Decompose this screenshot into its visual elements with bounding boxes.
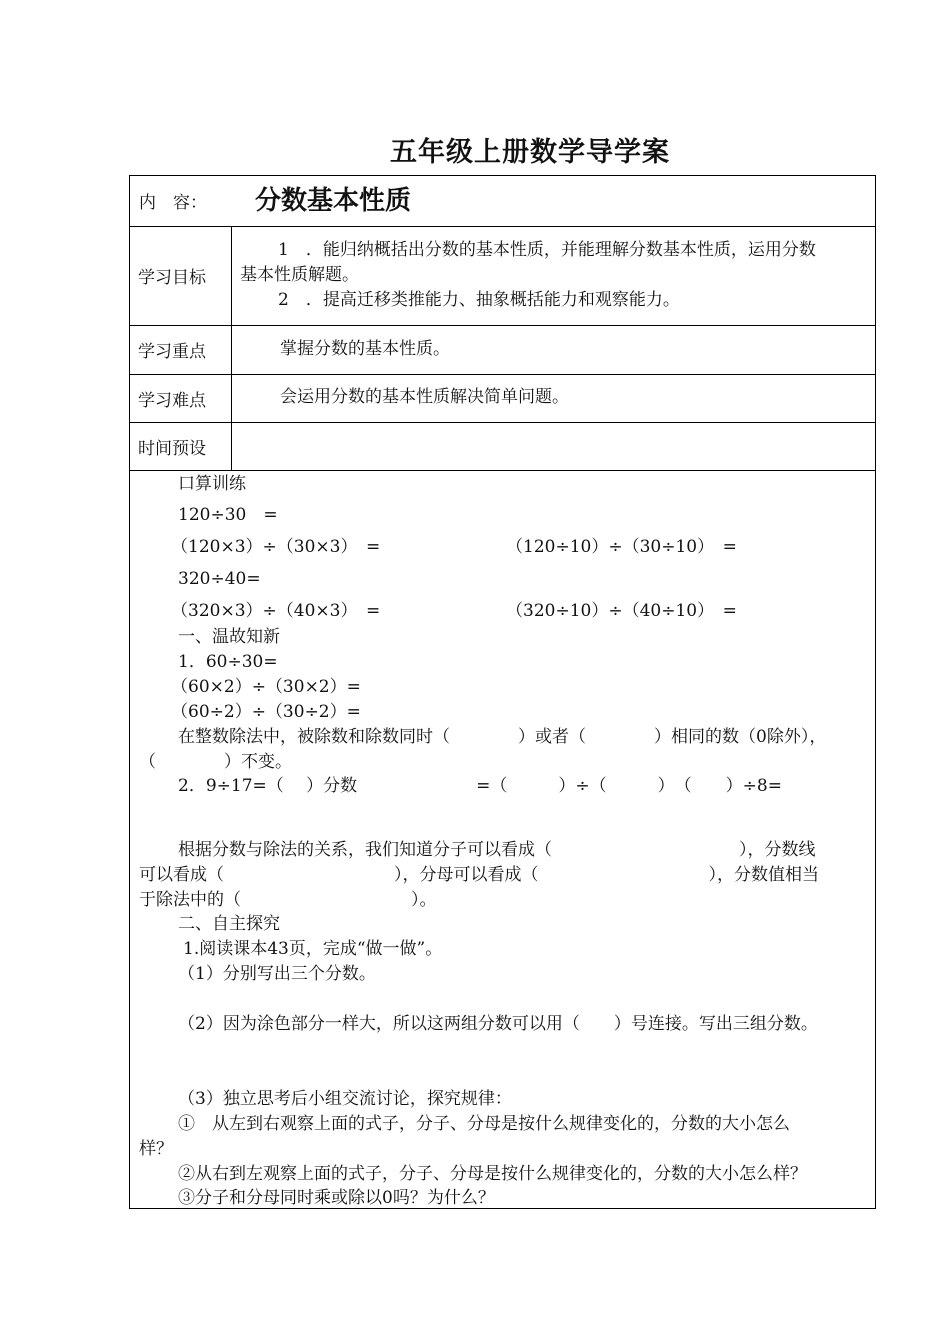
time-label: 时间预设 [130,422,232,470]
lesson-topic: 分数基本性质 [255,186,412,216]
s2-item-1c: （3）独立思考后小组交流讨论，探究规律： [178,1089,512,1109]
question-3: ③分子和分母同时乘或除以0吗？为什么？ [178,1188,495,1208]
s1-q1c: （60÷2）÷（30÷2）= [171,702,361,722]
s1-q1: 1．60÷30= [178,652,278,672]
objectives-content [232,226,875,325]
difficulty-content [232,374,875,422]
relation-2: 可以看成（ ），分母可以看成（ ），分数值相当 [139,865,819,885]
oral-2b: （120÷10）÷（30÷10） = [506,537,737,557]
row-content [130,176,875,227]
relation-1: 根据分数与除法的关系，我们知道分子可以看成（ ），分数线 [178,840,816,860]
s1-fill-1: 在整数除法中，被除数和除数同时（ ）或者（ ）相同的数（0除外）， [178,727,827,747]
question-1b: 样？ [139,1139,173,1159]
content-label: 内 容： [139,193,207,213]
s2-item-1: 1.阅读课本43页，完成“做一做”。 [183,939,443,959]
s1-fill-2: （ ）不变。 [139,752,292,772]
oral-1: 120÷30 = [178,505,278,525]
lesson-table [129,175,876,1209]
row-time [130,422,875,471]
objective-1-cont: 基本性质解题。 [240,265,359,285]
difficulty-text: 会运用分数的基本性质解决简单问题。 [280,387,569,407]
oral-4b: （320÷10）÷（40÷10） = [506,601,737,621]
s2-item-1a: （1）分别写出三个分数。 [178,964,376,984]
worksheet-body [130,470,875,1208]
relation-3: 于除法中的（ ）。 [139,890,437,910]
s1-q2: 2．9÷17=（ ）分数 =（ ）÷（ ） （ ）÷8= [178,776,782,796]
difficulty-label: 学习难点 [130,374,232,422]
section-1-title: 一、温故知新 [178,627,280,647]
row-focus [130,325,875,375]
oral-2a: （120×3）÷（30×3） = [171,537,381,557]
oral-4a: （320×3）÷（40×3） = [171,601,381,621]
question-1a: ① 从左到右观察上面的式子，分子、分母是按什么规律变化的，分数的大小怎么 [178,1114,790,1134]
focus-text: 掌握分数的基本性质。 [280,339,450,359]
focus-label: 学习重点 [130,325,232,374]
question-2: ②从右到左观察上面的式子，分子、分母是按什么规律变化的，分数的大小怎么样？ [178,1164,807,1184]
time-content [232,422,875,470]
section-2-title: 二、自主探究 [178,914,280,934]
oral-title: 口算训练 [178,474,246,494]
row-objectives [130,226,875,326]
objective-2: 2 ．提高迁移类推能力、抽象概括能力和观察能力。 [278,290,680,310]
s1-q1b: （60×2）÷（30×2）= [171,677,361,697]
focus-content [232,325,875,374]
page-title: 五年级上册数学导学案 [390,137,670,168]
oral-3: 320÷40= [178,569,261,589]
objectives-label: 学习目标 [130,226,232,325]
s2-item-1b: （2）因为涂色部分一样大，所以这两组分数可以用（ ）号连接。写出三组分数。 [178,1014,818,1034]
row-difficulty [130,374,875,423]
objective-1: 1 ．能归纳概括出分数的基本性质，并能理解分数基本性质，运用分数 [278,240,816,260]
